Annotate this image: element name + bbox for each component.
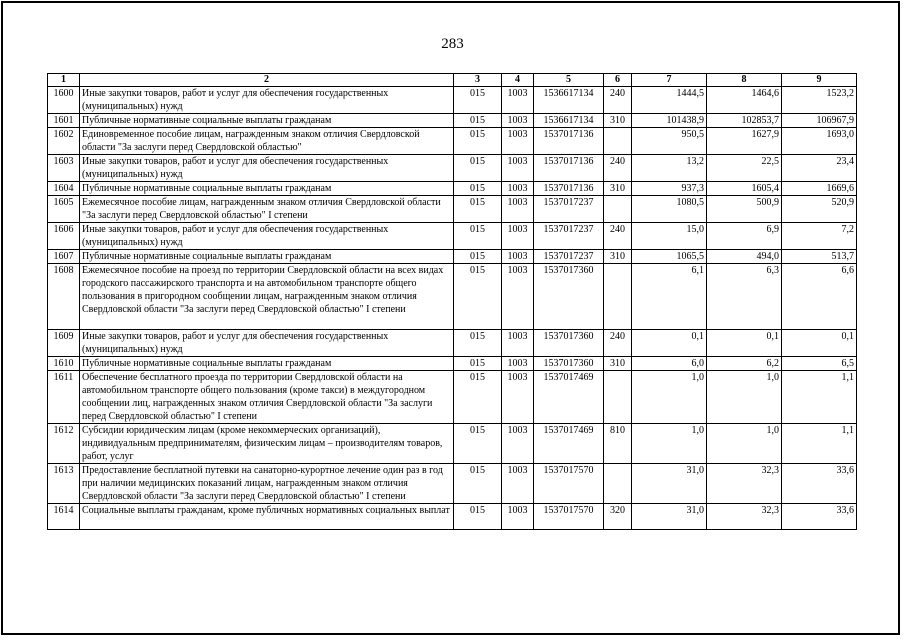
table-row bbox=[48, 250, 857, 264]
table-row bbox=[48, 128, 857, 155]
row-number: 1610 bbox=[48, 357, 80, 371]
table-row bbox=[48, 357, 857, 371]
section-code: 1003 bbox=[502, 114, 534, 128]
amount-col9: 33,6 bbox=[782, 504, 857, 530]
ministry-code: 015 bbox=[454, 155, 502, 182]
row-description: Иные закупки товаров, работ и услуг для обеспечения государственных (муниципальных) нужд bbox=[80, 330, 454, 357]
table-row bbox=[48, 330, 857, 357]
header-cell: 5 bbox=[534, 74, 604, 87]
target-item-code: 1537017360 bbox=[534, 264, 604, 330]
amount-col9: 7,2 bbox=[782, 223, 857, 250]
amount-col9: 23,4 bbox=[782, 155, 857, 182]
row-description: Иные закупки товаров, работ и услуг для обеспечения государственных (муниципальных) нужд bbox=[80, 223, 454, 250]
row-number: 1607 bbox=[48, 250, 80, 264]
amount-col9: 106967,9 bbox=[782, 114, 857, 128]
row-description: Обеспечение бесплатного проезда по территории Свердловской области на автомобильном транспорте общего пользования (кроме такси) в междугородном сообщении лиц, награжденных знаком отличия Свердловской области "За заслуги перед Свердловской областью" I степени bbox=[80, 371, 454, 424]
row-number: 1614 bbox=[48, 504, 80, 530]
section-code: 1003 bbox=[502, 330, 534, 357]
target-item-code: 1537017136 bbox=[534, 128, 604, 155]
amount-col8: 494,0 bbox=[707, 250, 782, 264]
section-code: 1003 bbox=[502, 504, 534, 530]
amount-col8: 1,0 bbox=[707, 371, 782, 424]
expense-type-code: 240 bbox=[604, 223, 632, 250]
amount-col9: 1693,0 bbox=[782, 128, 857, 155]
amount-col7: 15,0 bbox=[632, 223, 707, 250]
target-item-code: 1537017570 bbox=[534, 464, 604, 504]
amount-col8: 1464,6 bbox=[707, 87, 782, 114]
expense-type-code: 240 bbox=[604, 155, 632, 182]
amount-col8: 6,9 bbox=[707, 223, 782, 250]
expense-type-code bbox=[604, 371, 632, 424]
amount-col7: 1080,5 bbox=[632, 196, 707, 223]
section-code: 1003 bbox=[502, 155, 534, 182]
ministry-code: 015 bbox=[454, 114, 502, 128]
header-cell: 4 bbox=[502, 74, 534, 87]
table-row bbox=[48, 182, 857, 196]
page-number: 283 bbox=[441, 36, 464, 52]
row-description: Публичные нормативные социальные выплаты гражданам bbox=[80, 182, 454, 196]
target-item-code: 1537017237 bbox=[534, 223, 604, 250]
table-row bbox=[48, 196, 857, 223]
expense-type-code: 310 bbox=[604, 357, 632, 371]
ministry-code: 015 bbox=[454, 330, 502, 357]
expense-type-code bbox=[604, 464, 632, 504]
expense-type-code: 810 bbox=[604, 424, 632, 464]
amount-col7: 1,0 bbox=[632, 424, 707, 464]
amount-col8: 32,3 bbox=[707, 464, 782, 504]
expense-type-code: 320 bbox=[604, 504, 632, 530]
expense-type-code: 310 bbox=[604, 114, 632, 128]
row-description: Иные закупки товаров, работ и услуг для обеспечения государственных (муниципальных) нужд bbox=[80, 87, 454, 114]
section-code: 1003 bbox=[502, 357, 534, 371]
header-cell: 6 bbox=[604, 74, 632, 87]
header-cell: 1 bbox=[48, 74, 80, 87]
target-item-code: 1537017360 bbox=[534, 357, 604, 371]
table-row bbox=[48, 371, 857, 424]
amount-col7: 6,1 bbox=[632, 264, 707, 330]
row-number: 1609 bbox=[48, 330, 80, 357]
row-description: Социальные выплаты гражданам, кроме публичных нормативных социальных выплат bbox=[80, 504, 454, 530]
header-cell: 7 bbox=[632, 74, 707, 87]
target-item-code: 1537017237 bbox=[534, 250, 604, 264]
expense-type-code bbox=[604, 196, 632, 223]
amount-col8: 102853,7 bbox=[707, 114, 782, 128]
table-row bbox=[48, 504, 857, 530]
ministry-code: 015 bbox=[454, 424, 502, 464]
amount-col9: 1,1 bbox=[782, 424, 857, 464]
row-description: Ежемесячное пособие лицам, награжденным знаком отличия Свердловской области "За заслуги перед Свердловской областью" I степени bbox=[80, 196, 454, 223]
amount-col8: 1627,9 bbox=[707, 128, 782, 155]
section-code: 1003 bbox=[502, 182, 534, 196]
ministry-code: 015 bbox=[454, 223, 502, 250]
ministry-code: 015 bbox=[454, 264, 502, 330]
amount-col9: 1669,6 bbox=[782, 182, 857, 196]
ministry-code: 015 bbox=[454, 371, 502, 424]
section-code: 1003 bbox=[502, 128, 534, 155]
amount-col9: 513,7 bbox=[782, 250, 857, 264]
expense-type-code: 240 bbox=[604, 330, 632, 357]
target-item-code: 1537017570 bbox=[534, 504, 604, 530]
amount-col7: 31,0 bbox=[632, 464, 707, 504]
amount-col7: 950,5 bbox=[632, 128, 707, 155]
amount-col9: 6,5 bbox=[782, 357, 857, 371]
row-number: 1603 bbox=[48, 155, 80, 182]
row-number: 1608 bbox=[48, 264, 80, 330]
section-code: 1003 bbox=[502, 424, 534, 464]
amount-col7: 0,1 bbox=[632, 330, 707, 357]
table-row bbox=[48, 114, 857, 128]
row-description: Субсидии юридическим лицам (кроме некоммерческих организаций), индивидуальным предпринимателям, физическим лицам – производителям товаров, работ, услуг bbox=[80, 424, 454, 464]
row-number: 1611 bbox=[48, 371, 80, 424]
row-description: Единовременное пособие лицам, награжденным знаком отличия Свердловской области "За заслуги перед Свердловской областью" bbox=[80, 128, 454, 155]
row-description: Предоставление бесплатной путевки на санаторно-курортное лечение один раз в год при наличии медицинских показаний лицам, награжденным знаком отличия Свердловской области "За заслуги перед Свердловской областью" I степени bbox=[80, 464, 454, 504]
header-cell: 2 bbox=[80, 74, 454, 87]
expense-type-code: 240 bbox=[604, 87, 632, 114]
table-row bbox=[48, 264, 857, 330]
row-number: 1600 bbox=[48, 87, 80, 114]
row-description: Публичные нормативные социальные выплаты гражданам bbox=[80, 250, 454, 264]
amount-col9: 0,1 bbox=[782, 330, 857, 357]
amount-col7: 6,0 bbox=[632, 357, 707, 371]
section-code: 1003 bbox=[502, 196, 534, 223]
header-cell: 9 bbox=[782, 74, 857, 87]
row-description: Публичные нормативные социальные выплаты гражданам bbox=[80, 357, 454, 371]
target-item-code: 1536617134 bbox=[534, 87, 604, 114]
ministry-code: 015 bbox=[454, 87, 502, 114]
ministry-code: 015 bbox=[454, 464, 502, 504]
expense-type-code: 310 bbox=[604, 182, 632, 196]
section-code: 1003 bbox=[502, 371, 534, 424]
section-code: 1003 bbox=[502, 250, 534, 264]
amount-col9: 1,1 bbox=[782, 371, 857, 424]
amount-col7: 101438,9 bbox=[632, 114, 707, 128]
table-row bbox=[48, 87, 857, 114]
row-number: 1602 bbox=[48, 128, 80, 155]
amount-col8: 22,5 bbox=[707, 155, 782, 182]
amount-col9: 6,6 bbox=[782, 264, 857, 330]
row-number: 1613 bbox=[48, 464, 80, 504]
table-row bbox=[48, 464, 857, 504]
target-item-code: 1537017469 bbox=[534, 371, 604, 424]
amount-col7: 937,3 bbox=[632, 182, 707, 196]
row-number: 1604 bbox=[48, 182, 80, 196]
header-row bbox=[48, 74, 857, 87]
table-body bbox=[48, 87, 857, 530]
amount-col8: 1,0 bbox=[707, 424, 782, 464]
row-number: 1612 bbox=[48, 424, 80, 464]
amount-col8: 500,9 bbox=[707, 196, 782, 223]
row-number: 1601 bbox=[48, 114, 80, 128]
target-item-code: 1537017360 bbox=[534, 330, 604, 357]
amount-col9: 520,9 bbox=[782, 196, 857, 223]
ministry-code: 015 bbox=[454, 250, 502, 264]
target-item-code: 1536617134 bbox=[534, 114, 604, 128]
amount-col9: 1523,2 bbox=[782, 87, 857, 114]
amount-col8: 1605,4 bbox=[707, 182, 782, 196]
row-number: 1606 bbox=[48, 223, 80, 250]
ministry-code: 015 bbox=[454, 128, 502, 155]
section-code: 1003 bbox=[502, 223, 534, 250]
table-row bbox=[48, 424, 857, 464]
amount-col7: 1444,5 bbox=[632, 87, 707, 114]
amount-col9: 33,6 bbox=[782, 464, 857, 504]
table-row bbox=[48, 155, 857, 182]
target-item-code: 1537017136 bbox=[534, 182, 604, 196]
amount-col8: 6,3 bbox=[707, 264, 782, 330]
amount-col7: 1,0 bbox=[632, 371, 707, 424]
amount-col8: 32,3 bbox=[707, 504, 782, 530]
budget-table bbox=[47, 73, 857, 530]
ministry-code: 015 bbox=[454, 504, 502, 530]
section-code: 1003 bbox=[502, 87, 534, 114]
expense-type-code: 310 bbox=[604, 250, 632, 264]
target-item-code: 1537017469 bbox=[534, 424, 604, 464]
section-code: 1003 bbox=[502, 264, 534, 330]
header-cell: 3 bbox=[454, 74, 502, 87]
amount-col7: 1065,5 bbox=[632, 250, 707, 264]
target-item-code: 1537017237 bbox=[534, 196, 604, 223]
row-description: Иные закупки товаров, работ и услуг для обеспечения государственных (муниципальных) нужд bbox=[80, 155, 454, 182]
amount-col8: 0,1 bbox=[707, 330, 782, 357]
row-description: Ежемесячное пособие на проезд по территории Свердловской области на всех видах городского пассажирского транспорта и на автомобильном транспорте общего пользования в пригородном сообщении лицам, награжденным знаком отличия Свердловской области "За заслуги перед Свердловской областью" I степени bbox=[80, 264, 454, 330]
row-number: 1605 bbox=[48, 196, 80, 223]
amount-col7: 13,2 bbox=[632, 155, 707, 182]
expense-type-code bbox=[604, 264, 632, 330]
amount-col7: 31,0 bbox=[632, 504, 707, 530]
ministry-code: 015 bbox=[454, 196, 502, 223]
ministry-code: 015 bbox=[454, 182, 502, 196]
amount-col8: 6,2 bbox=[707, 357, 782, 371]
row-description: Публичные нормативные социальные выплаты гражданам bbox=[80, 114, 454, 128]
expense-type-code bbox=[604, 128, 632, 155]
target-item-code: 1537017136 bbox=[534, 155, 604, 182]
ministry-code: 015 bbox=[454, 357, 502, 371]
header-cell: 8 bbox=[707, 74, 782, 87]
section-code: 1003 bbox=[502, 464, 534, 504]
table-row bbox=[48, 223, 857, 250]
